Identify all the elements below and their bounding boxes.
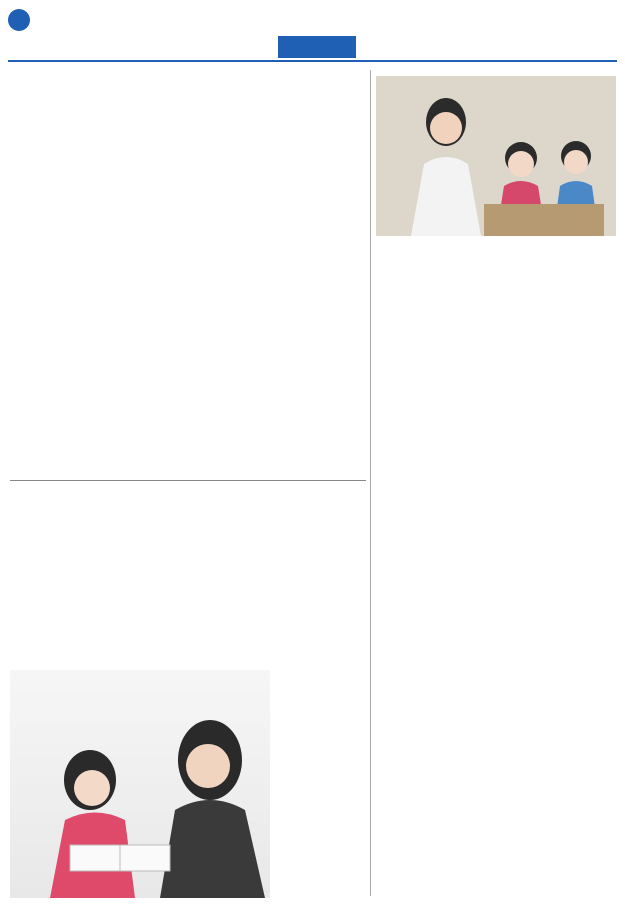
column-divider <box>370 70 371 896</box>
section-title <box>278 36 356 58</box>
article1-body <box>10 140 366 470</box>
newspaper-logo <box>8 8 78 32</box>
article2-body-side <box>278 540 366 900</box>
reading-photo <box>10 670 270 898</box>
mother-child-reading-illustration <box>10 670 270 898</box>
masthead <box>0 0 625 56</box>
classroom-illustration <box>376 76 616 236</box>
logo-e-icon <box>8 9 30 31</box>
article3-body <box>378 288 616 896</box>
classroom-photo <box>376 76 616 236</box>
divider <box>10 480 366 481</box>
header-rule <box>8 60 617 62</box>
